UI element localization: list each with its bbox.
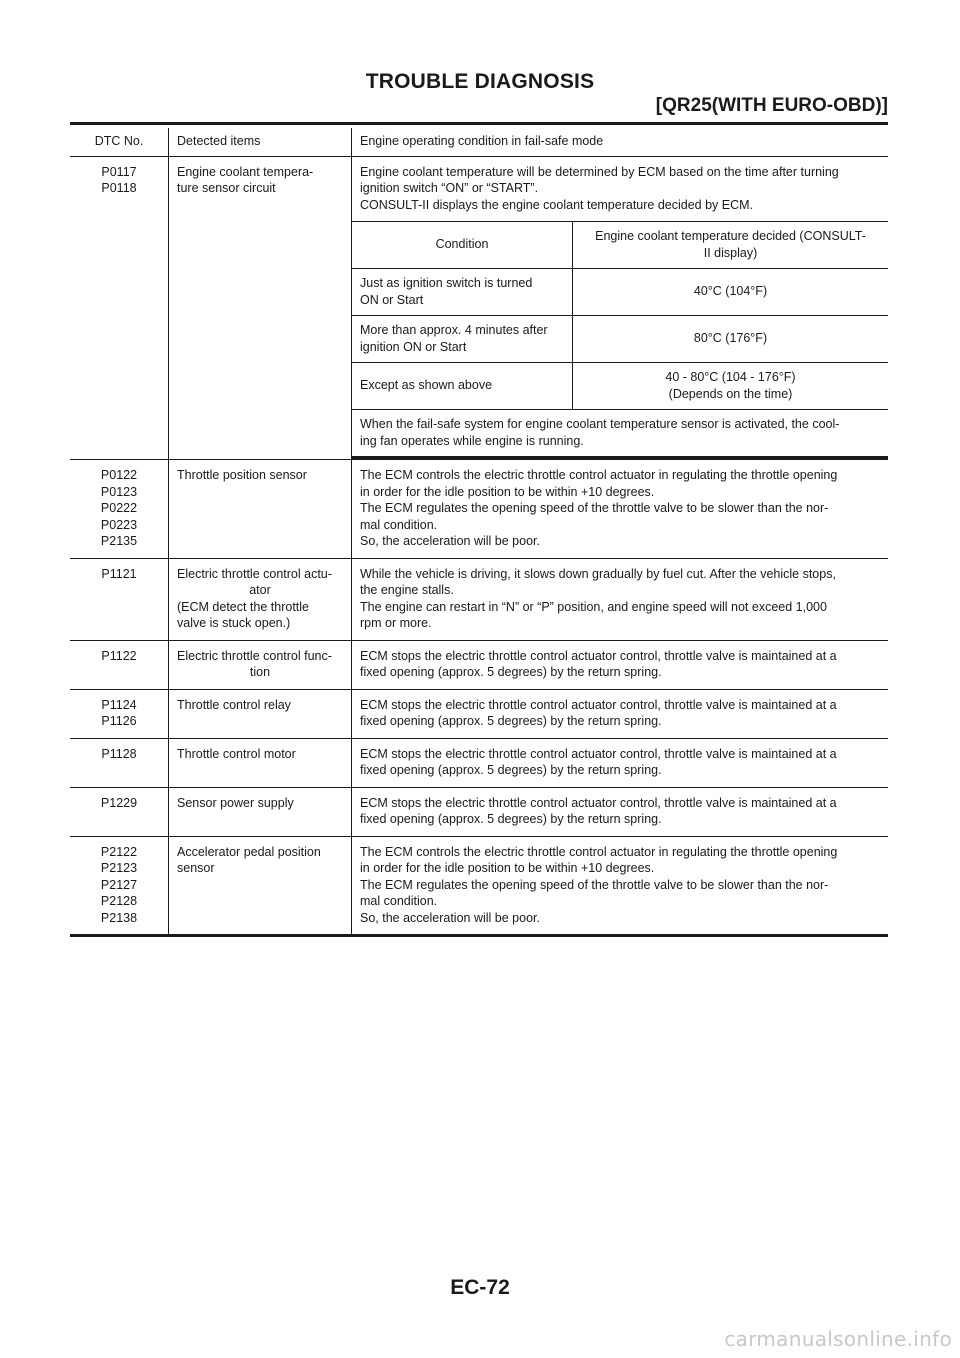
- detected-item-text: Throttle control motor: [177, 746, 296, 761]
- fail-safe-condition-cell: [352, 558, 889, 640]
- dtc-codes-cell: [70, 156, 169, 460]
- fail-safe-condition-cell: [352, 460, 889, 559]
- condition-text: the engine stalls.: [360, 583, 454, 597]
- detected-item-text: Electric throttle control func-: [177, 648, 332, 663]
- cooling-fan-note: [352, 410, 888, 458]
- subtable-temperature-cell: 40°C (104°F): [573, 269, 889, 316]
- condition-text: ignition switch “ON” or “START”.: [360, 181, 539, 195]
- fail-safe-condition-cell: [352, 640, 889, 689]
- table-row: [70, 787, 888, 836]
- dtc-code: P1229: [100, 795, 138, 810]
- dtc-fail-safe-table: [70, 128, 888, 937]
- dtc-code: P1124: [101, 697, 137, 712]
- condition-text: fixed opening (approx. 5 degrees) by the return spring.: [360, 714, 662, 728]
- col-header-dtc-no: DTC No.: [70, 128, 169, 156]
- dtc-code: P2135: [100, 534, 138, 548]
- note-text: When the fail-safe system for engine coolant temperature sensor is activated, the cool-: [360, 417, 840, 431]
- subtable-condition-text: More than approx. 4 minutes after: [360, 323, 548, 337]
- subtable-condition-text: Just as ignition switch is turned: [360, 276, 533, 290]
- dtc-codes-cell: [70, 836, 169, 936]
- dtc-code: P0223: [100, 517, 138, 532]
- dtc-code: P2128: [100, 894, 138, 908]
- detected-item-cell: [169, 156, 352, 460]
- subtable-condition-cell: [352, 269, 573, 316]
- condition-text: fixed opening (approx. 5 degrees) by the return spring.: [360, 812, 662, 826]
- dtc-code: P0123: [100, 484, 138, 499]
- subtable-condition-cell: Except as shown above: [352, 363, 573, 410]
- detected-item-text: Electric throttle control actu-: [177, 566, 332, 581]
- dtc-code: P2122: [100, 844, 138, 859]
- detected-item-text: sensor: [177, 861, 215, 875]
- dtc-codes-cell: [70, 640, 169, 689]
- coolant-temperature-subtable: [352, 221, 888, 459]
- dtc-code: P0117: [101, 164, 137, 179]
- condition-text: Engine coolant temperature will be determined by ECM based on the time after turning: [360, 164, 839, 179]
- detected-item-text: ture sensor circuit: [177, 181, 276, 195]
- condition-text: ECM stops the electric throttle control actuator control, throttle valve is maintained at a: [360, 648, 837, 663]
- dtc-code: P1128: [101, 746, 137, 761]
- condition-text: mal condition.: [360, 517, 438, 532]
- condition-text: The ECM controls the electric throttle control actuator in regulating the throttle opening: [360, 468, 838, 482]
- condition-text: in order for the idle position to be within +10 degrees.: [360, 861, 655, 875]
- page-number: EC-72: [450, 1276, 510, 1299]
- dtc-code: P0122: [100, 468, 138, 482]
- detected-item-cell: [169, 460, 352, 559]
- detected-item-text: ator: [249, 583, 271, 597]
- dtc-codes-cell: [70, 738, 169, 787]
- condition-text: ECM stops the electric throttle control actuator control, throttle valve is maintained at a: [360, 697, 837, 712]
- detected-item-cell: [169, 787, 352, 836]
- detected-item-text: valve is stuck open.): [177, 616, 291, 630]
- condition-text: So, the acceleration will be poor.: [360, 534, 540, 548]
- subtable-temperature-text: 40 - 80°C (104 - 176°F): [665, 370, 796, 384]
- dtc-code: P2123: [100, 861, 138, 875]
- table-row: [70, 836, 888, 936]
- subtable-row: [352, 269, 888, 316]
- condition-text: The engine can restart in “N” or “P” position, and engine speed will not exceed 1,000: [360, 599, 827, 614]
- page-title: TROUBLE DIAGNOSIS: [365, 70, 595, 93]
- dtc-code: P0222: [100, 501, 138, 515]
- condition-text: The ECM regulates the opening speed of the throttle valve to be slower than the nor-: [360, 877, 829, 892]
- subtable-condition-cell: [352, 316, 573, 363]
- subtable-temperature-cell: [573, 363, 889, 410]
- subtable-row: [352, 363, 888, 410]
- detected-item-text: Engine coolant tempera-: [177, 164, 314, 179]
- subtable-header-row: [352, 222, 888, 269]
- col-header-detected-items: Detected items: [169, 128, 352, 156]
- dtc-code: P1122: [101, 648, 137, 663]
- table-row: [70, 640, 888, 689]
- subtable-temperature-cell: 80°C (176°F): [573, 316, 889, 363]
- detected-item-cell: [169, 558, 352, 640]
- condition-text: The ECM controls the electric throttle control actuator in regulating the throttle opening: [360, 844, 838, 859]
- fail-safe-condition-cell: [352, 738, 889, 787]
- table-row: [70, 558, 888, 640]
- watermark-text: carmanualsonline.info: [724, 1327, 952, 1351]
- fail-safe-condition-cell: [352, 689, 889, 738]
- subtable-note-row: [352, 410, 888, 458]
- dtc-code: P1126: [101, 714, 137, 728]
- condition-text: fixed opening (approx. 5 degrees) by the return spring.: [360, 665, 662, 679]
- table-row: [70, 156, 888, 460]
- detected-item-text: tion: [249, 665, 271, 679]
- detected-item-text: Sensor power supply: [177, 795, 294, 810]
- condition-text: The ECM regulates the opening speed of the throttle valve to be slower than the nor-: [360, 501, 829, 515]
- header-rule: [70, 122, 888, 125]
- subtable-condition-text: ignition ON or Start: [360, 339, 467, 354]
- detected-item-text: Throttle control relay: [177, 697, 291, 712]
- table-row: [70, 460, 888, 559]
- condition-text: CONSULT-II displays the engine coolant temperature decided by ECM.: [360, 197, 754, 212]
- table-row: [70, 689, 888, 738]
- subtable-temperature-text: (Depends on the time): [668, 386, 793, 401]
- table-header-row: [70, 128, 888, 156]
- subtable-header-condition: Condition: [352, 222, 573, 269]
- detected-item-cell: [169, 836, 352, 936]
- condition-text: fixed opening (approx. 5 degrees) by the return spring.: [360, 763, 662, 777]
- note-text: ing fan operates while engine is running.: [360, 433, 584, 448]
- dtc-codes-cell: [70, 558, 169, 640]
- dtc-code: P0118: [101, 181, 137, 195]
- subtable-header-text: Engine coolant temperature decided (CONSULT-: [595, 229, 866, 243]
- condition-text: mal condition.: [360, 894, 438, 908]
- fail-safe-condition-cell: [352, 156, 889, 460]
- dtc-codes-cell: [70, 460, 169, 559]
- subtable-row: [352, 316, 888, 363]
- detected-item-text: Accelerator pedal position: [177, 844, 321, 859]
- dtc-codes-cell: [70, 787, 169, 836]
- condition-text: ECM stops the electric throttle control actuator control, throttle valve is maintained at a: [360, 746, 837, 761]
- subtable-condition-text: ON or Start: [360, 292, 424, 307]
- condition-text: in order for the idle position to be within +10 degrees.: [360, 484, 655, 499]
- fail-safe-condition-cell: [352, 836, 889, 936]
- detected-item-text: (ECM detect the throttle: [177, 599, 310, 614]
- condition-text: rpm or more.: [360, 616, 432, 630]
- engine-model-subtitle: [QR25(WITH EURO-OBD)]: [655, 95, 888, 116]
- subtable-header-temperature: [573, 222, 889, 269]
- subtable-header-text: II display): [703, 245, 758, 260]
- table-row: [70, 738, 888, 787]
- col-header-fail-safe-condition: Engine operating condition in fail-safe mode: [352, 128, 889, 156]
- detected-item-cell: [169, 738, 352, 787]
- condition-text: While the vehicle is driving, it slows down gradually by fuel cut. After the vehicle stops,: [360, 566, 836, 581]
- dtc-code: P2127: [100, 877, 138, 892]
- detected-item-cell: [169, 640, 352, 689]
- detected-item-text: Throttle position sensor: [177, 468, 307, 482]
- dtc-code: P1121: [101, 566, 137, 581]
- dtc-codes-cell: [70, 689, 169, 738]
- condition-text: ECM stops the electric throttle control actuator control, throttle valve is maintained at a: [360, 795, 837, 810]
- fail-safe-condition-cell: [352, 787, 889, 836]
- detected-item-cell: [169, 689, 352, 738]
- condition-text: So, the acceleration will be poor.: [360, 910, 540, 925]
- dtc-code: P2138: [100, 910, 138, 925]
